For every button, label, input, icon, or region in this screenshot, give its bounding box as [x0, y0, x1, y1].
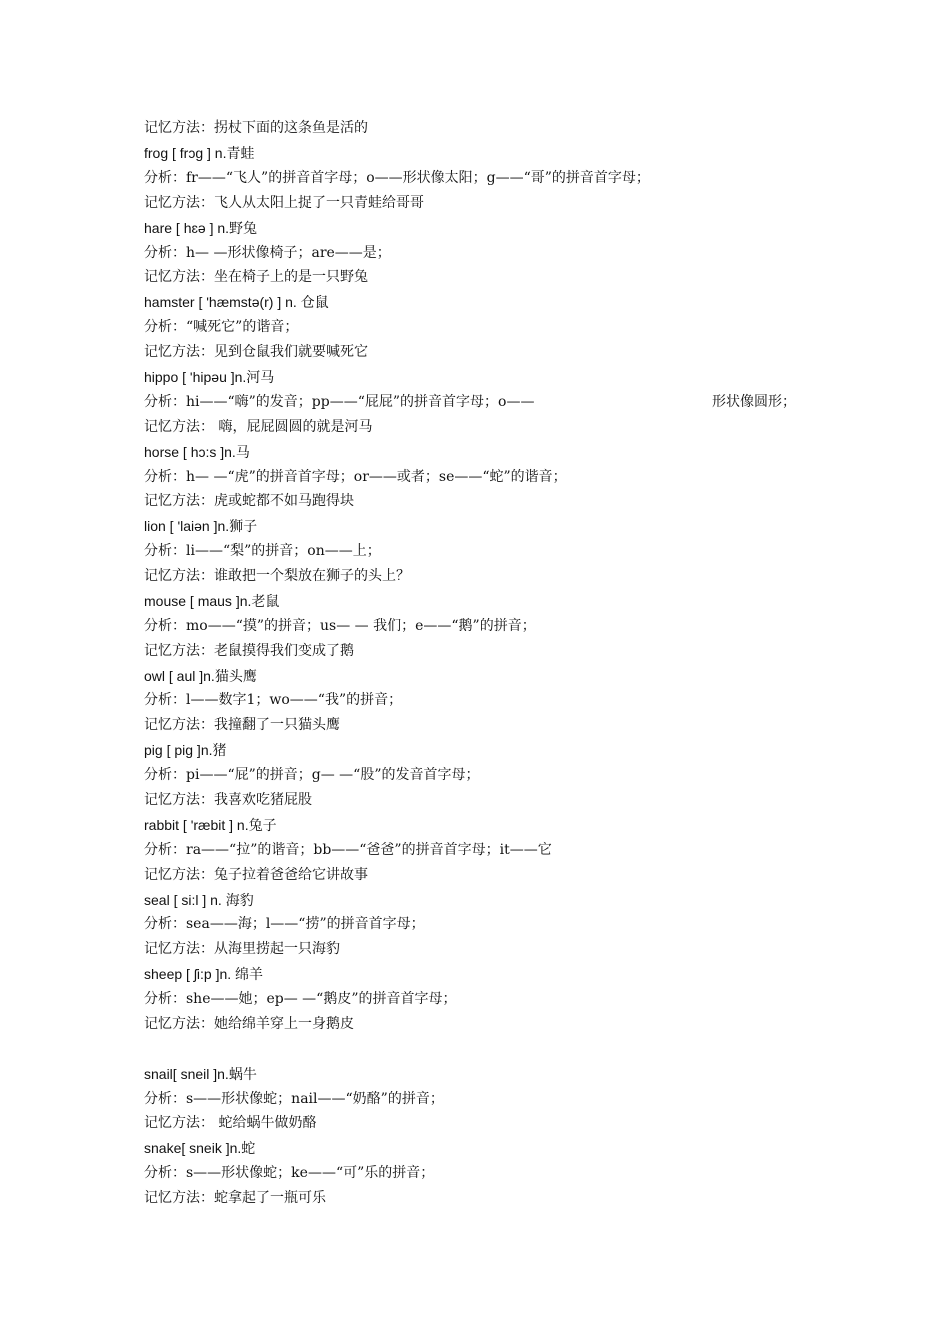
analysis-line: 分析：sea——海；l——“捞”的拼音首字母； [144, 916, 425, 932]
word-entry-hamster: hamster [ 'hæmstə(r) ] n. 仓鼠 [144, 294, 329, 310]
word-entry-hare: hare [ hɛə ] n.野兔 [144, 220, 258, 236]
analysis-line: 分析：h— —“虎”的拼音首字母；or——或者；se——“蛇”的谐音； [144, 469, 567, 485]
analysis-line: 分析：fr——“飞人”的拼音首字母；o——形状像太阳；g——“哥”的拼音首字母； [144, 170, 650, 186]
memory-method-line: 记忆方法：谁敢把一个梨放在狮子的头上？ [144, 568, 410, 584]
word-entry-snake: snake[ sneik ]n.蛇 [144, 1140, 256, 1156]
memory-method-line: 记忆方法： 嗨，屁屁圆圆的就是河马 [144, 419, 373, 435]
word-entry-lion: lion [ 'laiən ]n.狮子 [144, 518, 258, 534]
word-entry-sheep: sheep [ ʃi:p ]n. 绵羊 [144, 966, 264, 982]
analysis-line: 分析：h— —形状像椅子；are——是； [144, 245, 391, 261]
analysis-line: 分析：l——数字1；wo——“我”的拼音； [144, 692, 403, 708]
word-entry-owl: owl [ aul ]n.猫头鹰 [144, 668, 257, 684]
analysis-line: 分析：“喊死它”的谐音； [144, 319, 299, 335]
analysis-line: 分析：hi——“嗨”的发音；pp——“屁屁”的拼音首字母；o—— [144, 394, 535, 410]
memory-method-line: 记忆方法：蛇拿起了一瓶可乐 [144, 1190, 326, 1206]
memory-method-line: 记忆方法：见到仓鼠我们就要喊死它 [144, 344, 368, 360]
memory-method-line: 记忆方法：虎或蛇都不如马跑得块 [144, 493, 354, 509]
word-entry-frog: frog [ frɔg ] n.青蛙 [144, 145, 255, 161]
memory-method-line: 记忆方法：她给绵羊穿上一身鹅皮 [144, 1016, 354, 1032]
word-entry-seal: seal [ si:l ] n. 海豹 [144, 892, 254, 908]
word-entry-snail: snail[ sneil ]n.蜗牛 [144, 1066, 257, 1082]
memory-method-line: 记忆方法：飞人从太阳上捉了一只青蛙给哥哥 [144, 195, 424, 211]
memory-method-line: 记忆方法： 蛇给蜗牛做奶酪 [144, 1115, 317, 1131]
memory-method-line: 记忆方法：坐在椅子上的是一只野兔 [144, 269, 368, 285]
analysis-line: 分析：mo——“摸”的拼音；us— — 我们；e——“鹅”的拼音； [144, 618, 536, 634]
analysis-line: 分析：she——她；ep— —“鹅皮”的拼音首字母； [144, 991, 457, 1007]
word-entry-horse: horse [ hɔ:s ]n.马 [144, 444, 250, 460]
analysis-line: 分析：ra——“拉”的谐音；bb——“爸爸”的拼音首字母；it——它 [144, 842, 552, 858]
memory-method-line: 记忆方法：我撞翻了一只猫头鹰 [144, 717, 340, 733]
word-entry-rabbit: rabbit [ 'ræbit ] n.兔子 [144, 817, 277, 833]
memory-method-line: 记忆方法：从海里捞起一只海豹 [144, 941, 340, 957]
memory-method-line: 记忆方法：拐杖下面的这条鱼是活的 [144, 120, 368, 136]
analysis-line: 分析：s——形状像蛇；ke——“可”乐的拼音； [144, 1165, 435, 1181]
memory-method-line: 记忆方法：我喜欢吃猪屁股 [144, 792, 312, 808]
word-entry-mouse: mouse [ maus ]n.老鼠 [144, 593, 280, 609]
analysis-line: 分析：li——“梨”的拼音；on——上； [144, 543, 381, 559]
word-entry-hippo: hippo [ 'hipəu ]n.河马 [144, 369, 275, 385]
word-entry-pig: pig [ pig ]n.猪 [144, 742, 227, 758]
memory-method-line: 记忆方法：老鼠摸得我们变成了鹅 [144, 643, 354, 659]
analysis-line-continuation: 形状像圆形； [712, 394, 796, 410]
analysis-line: 分析：pi——“屁”的拼音；g— —“股”的发音首字母； [144, 767, 480, 783]
analysis-line: 分析：s——形状像蛇；nail——“奶酪”的拼音； [144, 1091, 444, 1107]
memory-method-line: 记忆方法：兔子拉着爸爸给它讲故事 [144, 867, 368, 883]
